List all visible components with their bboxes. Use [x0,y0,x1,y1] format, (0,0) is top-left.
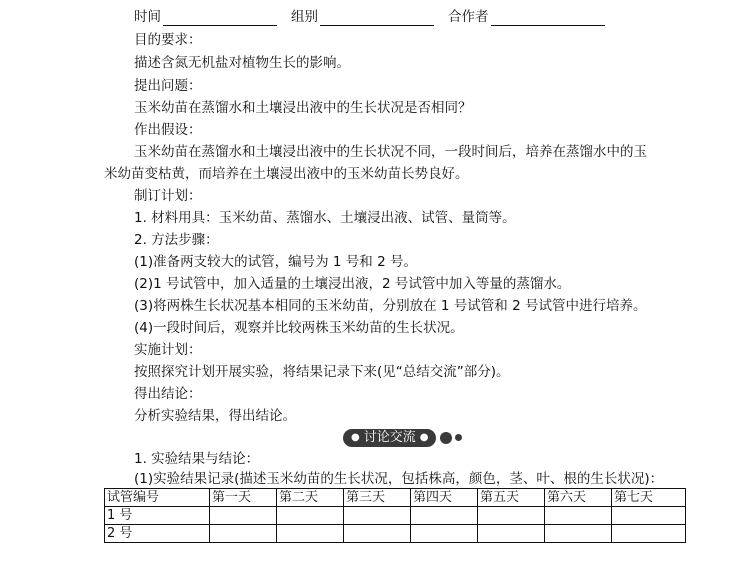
discussion-pill [343,429,436,447]
table-cell [210,525,277,543]
text-materials: 1. 材料用具：玉米幼苗、蒸馏水、土壤浸出液、试管、量筒等。 [134,210,516,226]
row-label: 2 号 [105,525,210,543]
partner-label: 合作者 [448,9,489,25]
header-cell: 第七天 [612,489,686,507]
table-cell [411,507,478,525]
small-dot-icon [455,434,462,441]
table-cell [210,507,277,525]
step-2: (2)1 号试管中，加入适量的土壤浸出液，2 号试管中加入等量的蒸馏水。 [134,276,571,292]
table-cell [545,507,612,525]
table-cell [411,525,478,543]
table-cell [478,525,545,543]
text-purpose: 描述含氮无机盐对植物生长的影响。 [134,55,350,71]
text-hypothesis-1: 玉米幼苗在蒸馏水和土壤浸出液中的生长状况不同，一段时间后，培养在蒸馏水中的玉 [134,144,647,160]
table-row [105,525,686,543]
text-question: 玉米幼苗在蒸馏水和土壤浸出液中的生长状况是否相同？ [134,100,472,116]
time-blank [163,11,277,26]
table-cell [277,525,344,543]
heading-purpose: 目的要求： [134,32,202,48]
table-cell [277,507,344,525]
header-cell: 第三天 [344,489,411,507]
time-label: 时间 [134,9,161,25]
discussion-banner [343,428,462,447]
group-label: 组别 [291,9,318,25]
heading-plan: 制订计划： [134,188,202,204]
heading-hypothesis: 作出假设： [134,122,202,138]
bullet-right-icon: ● [419,431,429,443]
table-cell [612,525,686,543]
header-cell: 试管编号 [105,489,210,507]
text-results-heading: 1. 实验结果与结论： [134,451,260,467]
record-header [134,8,605,26]
discussion-title: 讨论交流 [363,429,416,445]
table-cell [344,507,411,525]
step-4: (4)一段时间后，观察并比较两株玉米幼苗的生长状况。 [134,320,464,336]
header-cell: 第一天 [210,489,277,507]
table-cell [612,507,686,525]
text-implement: 按照探究计划开展实验，将结果记录下来(见“总结交流”部分)。 [134,364,510,380]
partner-blank [491,11,605,26]
large-dot-icon [440,432,452,444]
text-conclusion: 分析实验结果，得出结论。 [134,408,296,424]
header-cell: 第五天 [478,489,545,507]
header-cell: 第四天 [411,489,478,507]
results-table [104,488,686,543]
table-cell [344,525,411,543]
text-method: 2. 方法步骤： [134,232,219,248]
heading-implement: 实施计划： [134,342,202,358]
step-3: (3)将两株生长状况基本相同的玉米幼苗，分别放在 1 号试管和 2 号试管中进行培养。 [134,298,647,314]
table-cell [545,525,612,543]
text-results-record: (1)实验结果记录(描述玉米幼苗的生长状况，包括株高，颜色，茎、叶、根的生长状况)： [134,471,664,487]
header-cell: 第二天 [277,489,344,507]
heading-question: 提出问题： [134,78,202,94]
table-header-row [105,489,686,507]
table-row [105,507,686,525]
bullet-left-icon: ● [351,431,360,443]
row-label: 1 号 [105,507,210,525]
table-cell [478,507,545,525]
group-blank [320,11,434,26]
text-hypothesis-2: 米幼苗变枯黄，而培养在土壤浸出液中的玉米幼苗长势良好。 [104,166,469,182]
heading-conclusion: 得出结论： [134,386,202,402]
header-cell: 第六天 [545,489,612,507]
step-1: (1)准备两支较大的试管，编号为 1 号和 2 号。 [134,254,417,270]
